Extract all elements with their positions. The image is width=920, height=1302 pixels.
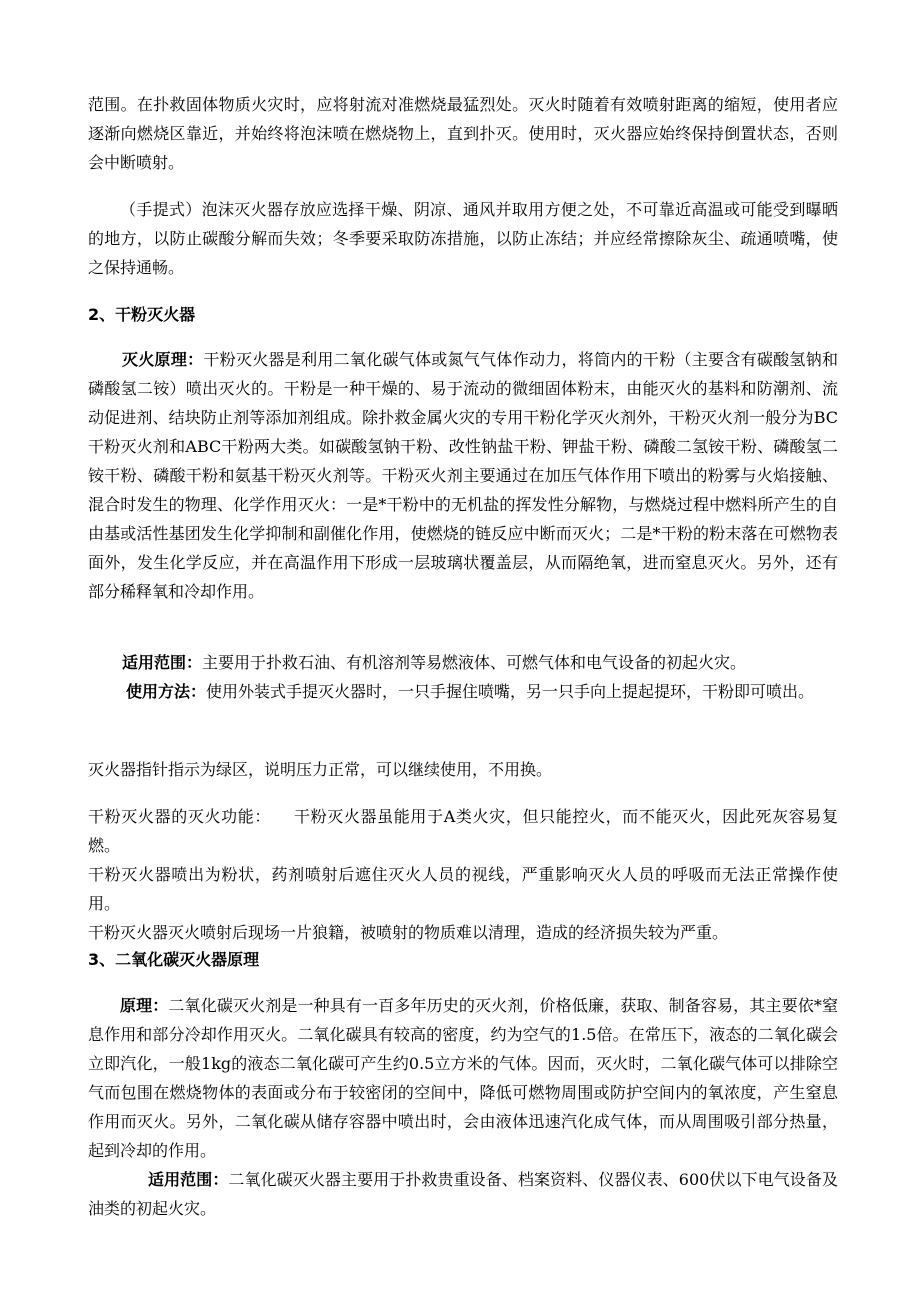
paragraph-dry-powder-method xyxy=(88,677,838,706)
text-co2-principle: 二氧化碳灭火剂是一种具有一百多年历史的灭火剂，价格低廉，获取、制备容易，其主要依*窒息作用和部分冷却作用灭火。二氧化碳具有较高的密度，约为空气的1.5倍。在常压下，液态的二氧化碳会立即汽化，一般1kg的液态二氧化碳可产生约0.5立方米的气体。因而，灭火时，二氧化碳气体可以排除空气而包围在燃烧物体的表面或分布于较密闭的空间中，降低可燃物周围或防护空间内的氧浓度，产生窒息作用而灭火。另外，二氧化碳从储存容器中喷出时，会由液体迅速汽化成气体，而从周围吸引部分热量，起到冷却的作用。 xyxy=(88,996,838,1160)
heading-dry-powder: 2、干粉灭火器 xyxy=(88,305,196,324)
paragraph-dry-powder-visibility: 干粉灭火器喷出为粉状，药剂喷射后遮住灭火人员的视线，严重影响灭火人员的呼吸而无法正常操作使用。 xyxy=(88,865,838,913)
text-method: 使用外装式手提灭火器时，一只手握住喷嘴，另一只手向上提起提环，干粉即可喷出。 xyxy=(206,682,815,701)
label-co2-scope: 适用范围： xyxy=(148,1170,229,1189)
label-co2-principle: 原理： xyxy=(120,996,169,1015)
text-scope: 主要用于扑救石油、有机溶剂等易燃液体、可燃气体和电气设备的初起火灾。 xyxy=(202,653,747,672)
paragraph-foam-usage: 范围。在扑救固体物质火灾时，应将射流对准燃烧最猛烈处。灭火时随着有效喷射距离的缩短，使用者应逐渐向燃烧区靠近，并始终将泡沫喷在燃烧物上，直到扑灭。使用时，灭火器应始终保持倒置状态，否则会中断喷射。 xyxy=(88,95,838,172)
label-method: 使用方法： xyxy=(126,682,207,701)
label-scope: 适用范围： xyxy=(122,653,203,672)
text-co2-scope: 二氧化碳灭火器主要用于扑救贵重设备、档案资料、仪器仪表、600伏以下电气设备及油类的初起火灾。 xyxy=(88,1170,838,1218)
paragraph-dry-powder-cleanup: 干粉灭火器灭火喷射后现场一片狼籍，被喷射的物质难以清理，造成的经济损失较为严重。 xyxy=(88,923,729,942)
label-principle: 灭火原理： xyxy=(122,350,204,369)
paragraph-gauge: 灭火器指针指示为绿区，说明压力正常，可以继续使用，不用换。 xyxy=(88,760,553,779)
paragraph-co2-scope xyxy=(88,1165,838,1223)
paragraph-dry-powder-function: 干粉灭火器的灭火功能： 干粉灭火器虽能用于A类火灾，但只能控火，而不能灭火，因此死灰容易复燃。 xyxy=(88,807,838,855)
paragraph-co2-principle xyxy=(88,991,838,1165)
text-principle: 干粉灭火器是利用二氧化碳气体或氮气气体作动力，将筒内的干粉（主要含有碳酸氢钠和磷酸氢二铵）喷出灭火的。干粉是一种干燥的、易于流动的微细固体粉末，由能灭火的基料和防潮剂、流动促进剂、结块防止剂等添加剂组成。除扑救金属火灾的专用干粉化学灭火剂外，干粉灭火剂一般分为BC干粉灭火剂和ABC干粉两大类。如碳酸氢钠干粉、改性钠盐干粉、钾盐干粉、磷酸二氢铵干粉、磷酸氢二铵干粉、磷酸干粉和氨基干粉灭火剂等。干粉灭火剂主要通过在加压气体作用下喷出的粉雾与火焰接触、混合时发生的物理、化学作用灭火：一是*干粉中的无机盐的挥发性分解物，与燃烧过程中燃料所产生的自由基或活性基团发生化学抑制和副催化作用，使燃烧的链反应中断而灭火；二是*干粉的粉末落在可燃物表面外，发生化学反应，并在高温作用下形成一层玻璃状覆盖层，从而隔绝氧，进而窒息灭火。另外，还有部分稀释氧和冷却作用。 xyxy=(88,350,838,601)
paragraph-dry-powder-principle xyxy=(88,345,838,606)
heading-co2: 3、二氧化碳灭火器原理 xyxy=(88,950,260,969)
paragraph-foam-storage: （手提式）泡沫灭火器存放应选择干燥、阴凉、通风并取用方便之处，不可靠近高温或可能受到曝晒的地方，以防止碳酸分解而失效；冬季要采取防冻措施，以防止冻结；并应经常擦除灰尘、疏通喷嘴，使之保持通畅。 xyxy=(88,200,838,277)
paragraph-dry-powder-scope xyxy=(88,648,838,677)
